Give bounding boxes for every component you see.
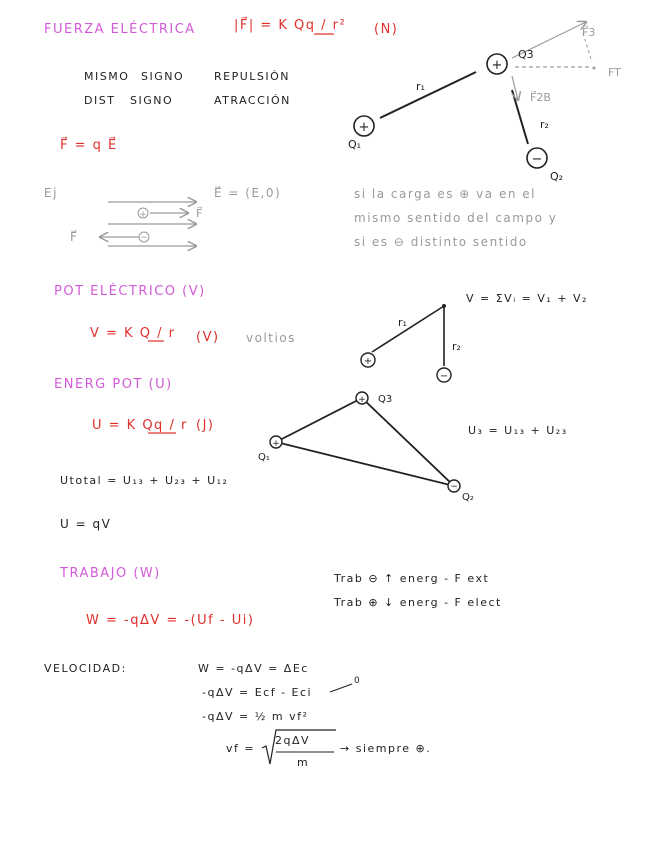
sqrt-sign [262,730,336,764]
rule-same-c: REPULSIÓN [214,70,291,83]
potential-diagram [361,304,461,382]
potential-unit: (V) [196,330,220,345]
velocity-step-2: -qΔV = Ecf - Eci [202,686,313,699]
rule-same-a: MISMO [84,70,130,83]
svg-text:+: + [358,120,370,135]
energy-label-q2: Q₂ [462,492,474,503]
force-left-label: F⃗ [70,230,79,244]
section-title-potencial: POT ELÉCTRICO (V) [54,284,206,299]
section-title-energia: ENERG POT (U) [54,377,173,392]
svg-text:+: + [272,439,280,449]
section-title-fuerza: FUERZA ELÉCTRICA [44,22,196,37]
svg-text:+: + [139,210,147,220]
svg-text:+: + [358,395,366,405]
note-line-1: si la carga es ⊕ va en el [354,187,536,201]
energy-diagram [258,392,474,503]
potential-sum: V = ΣVᵢ = V₁ + V₂ [466,292,588,305]
label-ft: FT [608,66,621,79]
svg-text:−: − [140,233,148,243]
svg-text:+: + [363,356,373,367]
label-q2: Q₂ [550,170,564,183]
energy-total-sum: Utotal = U₁₃ + U₂₃ + U₁₂ [60,474,229,487]
energy-u3-sum: U₃ = U₁₃ + U₂₃ [468,424,568,437]
work-negative-note: Trab ⊖ ↑ energ - F ext [334,572,490,585]
note-line-2: mismo sentido del campo y [354,211,558,225]
label-q1: Q₁ [348,138,362,151]
field-vector-label: E⃗ = (E,0) [214,186,282,200]
rule-diff-a: DIST [84,94,116,107]
energy-qv: U = qV [60,517,112,531]
energy-unit: (J) [196,418,215,433]
positive-test-charge [138,208,148,220]
svg-text:−: − [450,482,458,492]
label-r2: r₂ [540,118,549,131]
potential-formula: V = K Q / r [90,326,176,341]
velocity-step-3: -qΔV = ½ m vf² [202,710,309,723]
potential-label-r1: r₁ [398,316,407,329]
force-right-label: F⃗ [196,207,204,220]
force-unit: (N) [374,22,399,37]
svg-text:−: − [439,371,449,382]
example-label: Ej [44,186,58,200]
work-positive-note: Trab ⊕ ↓ energ - F elect [334,596,502,609]
energy-label-q3: Q3 [378,394,393,405]
velocity-result-den: m [297,756,310,769]
rule-diff-c: ATRACCIÓN [214,94,291,107]
force-field-formula: F⃗ = q E⃗ [60,138,118,153]
potential-unit-name: voltios [246,331,296,345]
strike-eci [330,684,352,692]
velocity-result-num: 2qΔV [275,734,311,747]
rule-same-b: SIGNO [141,70,185,83]
energy-formula: U = K Qq / r [92,418,188,433]
svg-text:+: + [491,58,503,73]
velocity-step-2-sup: 0 [354,676,362,686]
section-title-trabajo: TRABAJO (W) [60,566,161,581]
potential-label-r2: r₂ [452,340,461,353]
negative-test-charge [139,232,149,243]
velocity-result-lhs: vf = [226,742,256,755]
energy-label-q1: Q₁ [258,452,270,463]
force-diagram [348,22,621,183]
svg-text:−: − [531,152,543,167]
velocity-step-1: W = -qΔV = ΔEc [198,662,309,675]
label-q3: Q3 [518,48,534,61]
section-title-velocidad: VELOCIDAD: [44,662,127,675]
label-f3: F⃗3 [582,26,596,39]
work-formula: W = -qΔV = -(Uf - Ui) [86,613,255,628]
velocity-result-note: → siempre ⊕. [340,742,432,755]
label-f2b: F⃗2B [530,91,551,104]
label-r1: r₁ [416,80,425,93]
coulomb-formula: |F⃗| = K Qq / r² [234,18,347,33]
note-line-3: si es ⊖ distinto sentido [354,235,528,249]
rule-diff-b: SIGNO [130,94,174,107]
